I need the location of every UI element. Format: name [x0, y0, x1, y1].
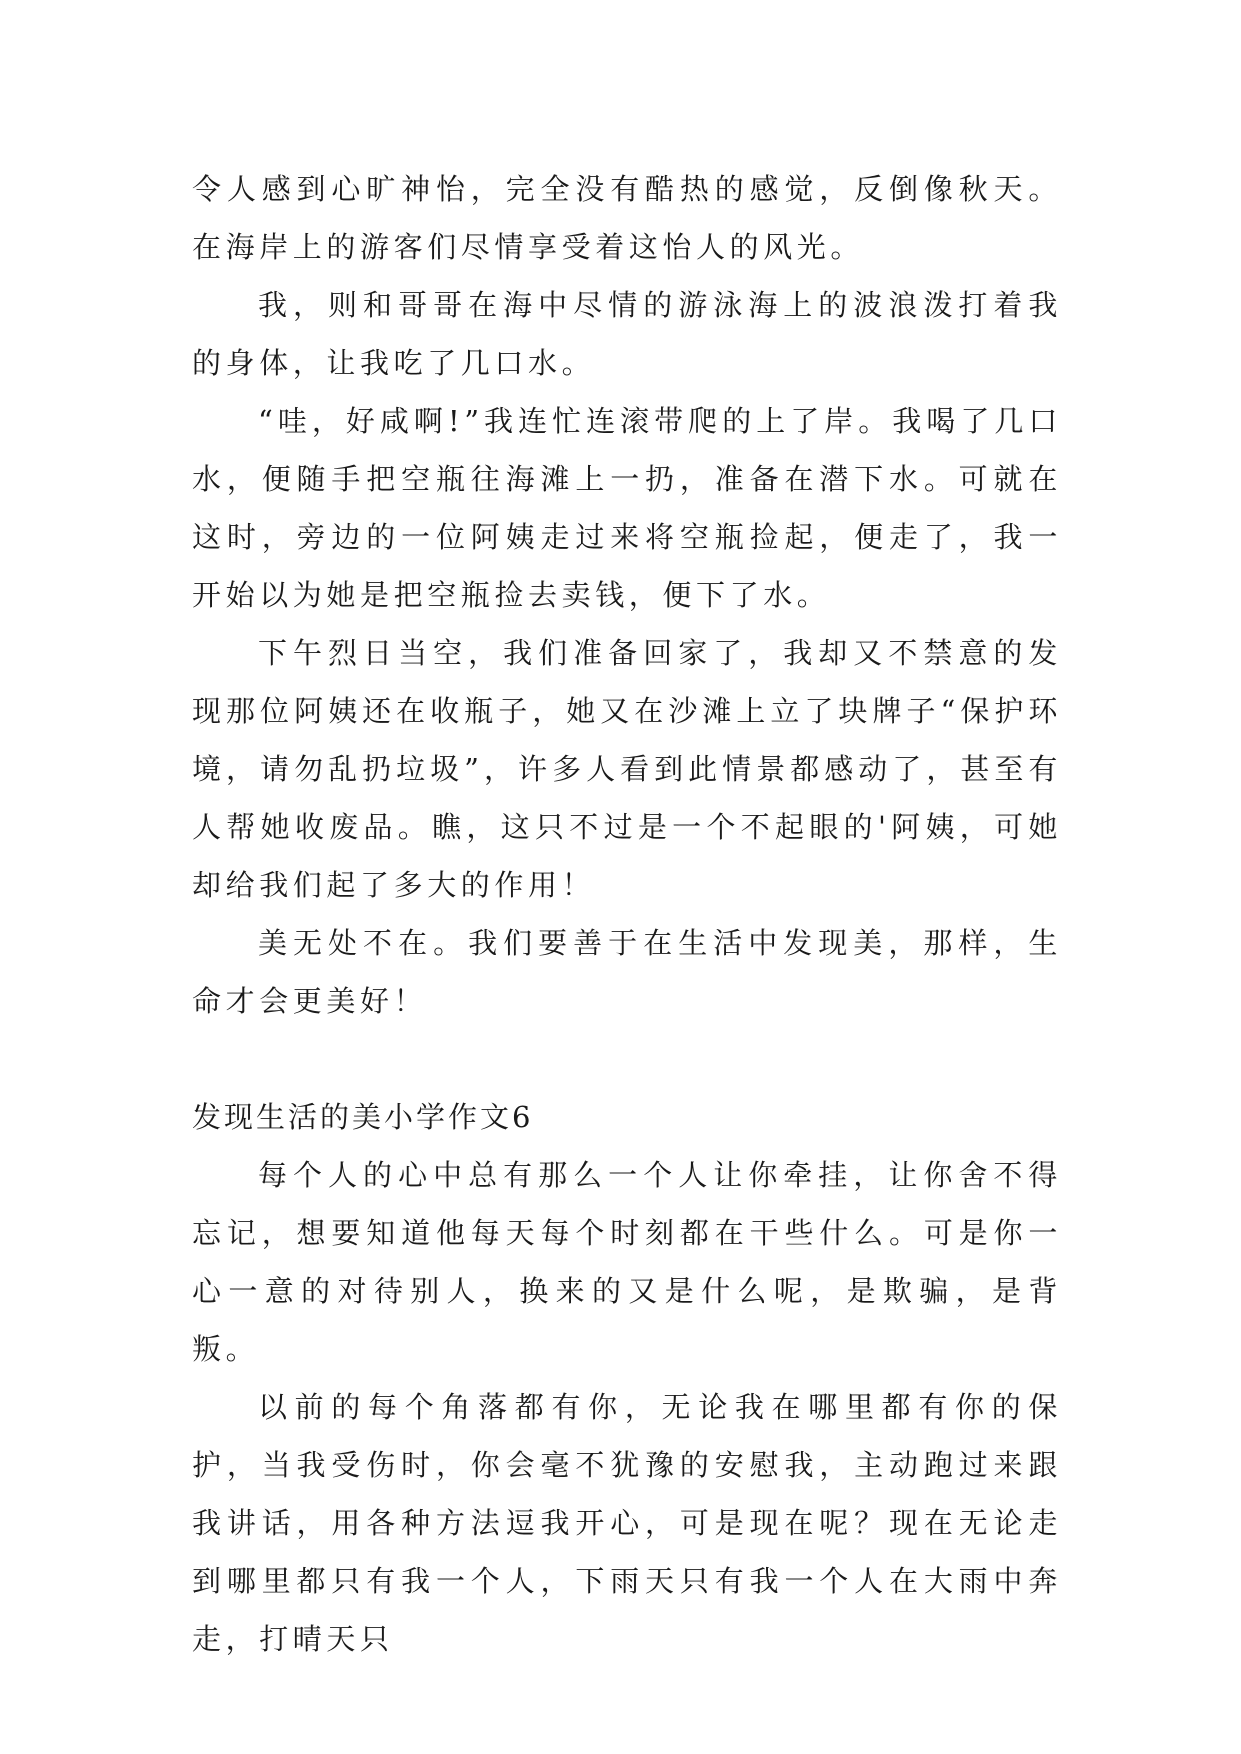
document-page: [192, 160, 1062, 1668]
paragraph-auntie: 下午烈日当空，我们准备回家了，我却又不禁意的发现那位阿姨还在收瓶子，她又在沙滩上立了块牌子“保护环境，请勿乱扔垃圾”，许多人看到此情景都感动了，甚至有人帮她收废品。瞧，这只不过是一个不起眼的'阿姨，可她却给我们起了多大的作用！: [192, 636, 1062, 902]
paragraph-someone-in-heart: 每个人的心中总有那么一个人让你牵挂，让你舍不得忘记，想要知道他每天每个时刻都在干些什么。可是你一心一意的对待别人，换来的又是什么呢，是欺骗，是背叛。: [192, 1158, 1062, 1366]
section-gap: [192, 1030, 1062, 1088]
paragraph-continuation: 令人感到心旷神怡，完全没有酷热的感觉，反倒像秋天。在海岸上的游客们尽情享受着这怡人的风光。: [192, 172, 1062, 264]
paragraph-conclusion: 美无处不在。我们要善于在生活中发现美，那样，生命才会更美好！: [192, 926, 1062, 1018]
paragraph-salty-water: “哇，好咸啊!”我连忙连滚带爬的上了岸。我喝了几口水，便随手把空瓶往海滩上一扔，准备在潜下水。可就在这时，旁边的一位阿姨走过来将空瓶捡起，便走了，我一开始以为她是把空瓶捡去卖钱，便下了水。: [192, 404, 1062, 612]
paragraph-memories: 以前的每个角落都有你，无论我在哪里都有你的保护，当我受伤时，你会毫不犹豫的安慰我，主动跑过来跟我讲话，用各种方法逗我开心，可是现在呢？现在无论走到哪里都只有我一个人，下雨天只有我一个人在大雨中奔走，打晴天只: [192, 1390, 1062, 1656]
paragraph-swimming: 我，则和哥哥在海中尽情的游泳海上的波浪泼打着我的身体，让我吃了几口水。: [192, 288, 1062, 380]
essay-title: 发现生活的美小学作文6: [192, 1100, 534, 1134]
